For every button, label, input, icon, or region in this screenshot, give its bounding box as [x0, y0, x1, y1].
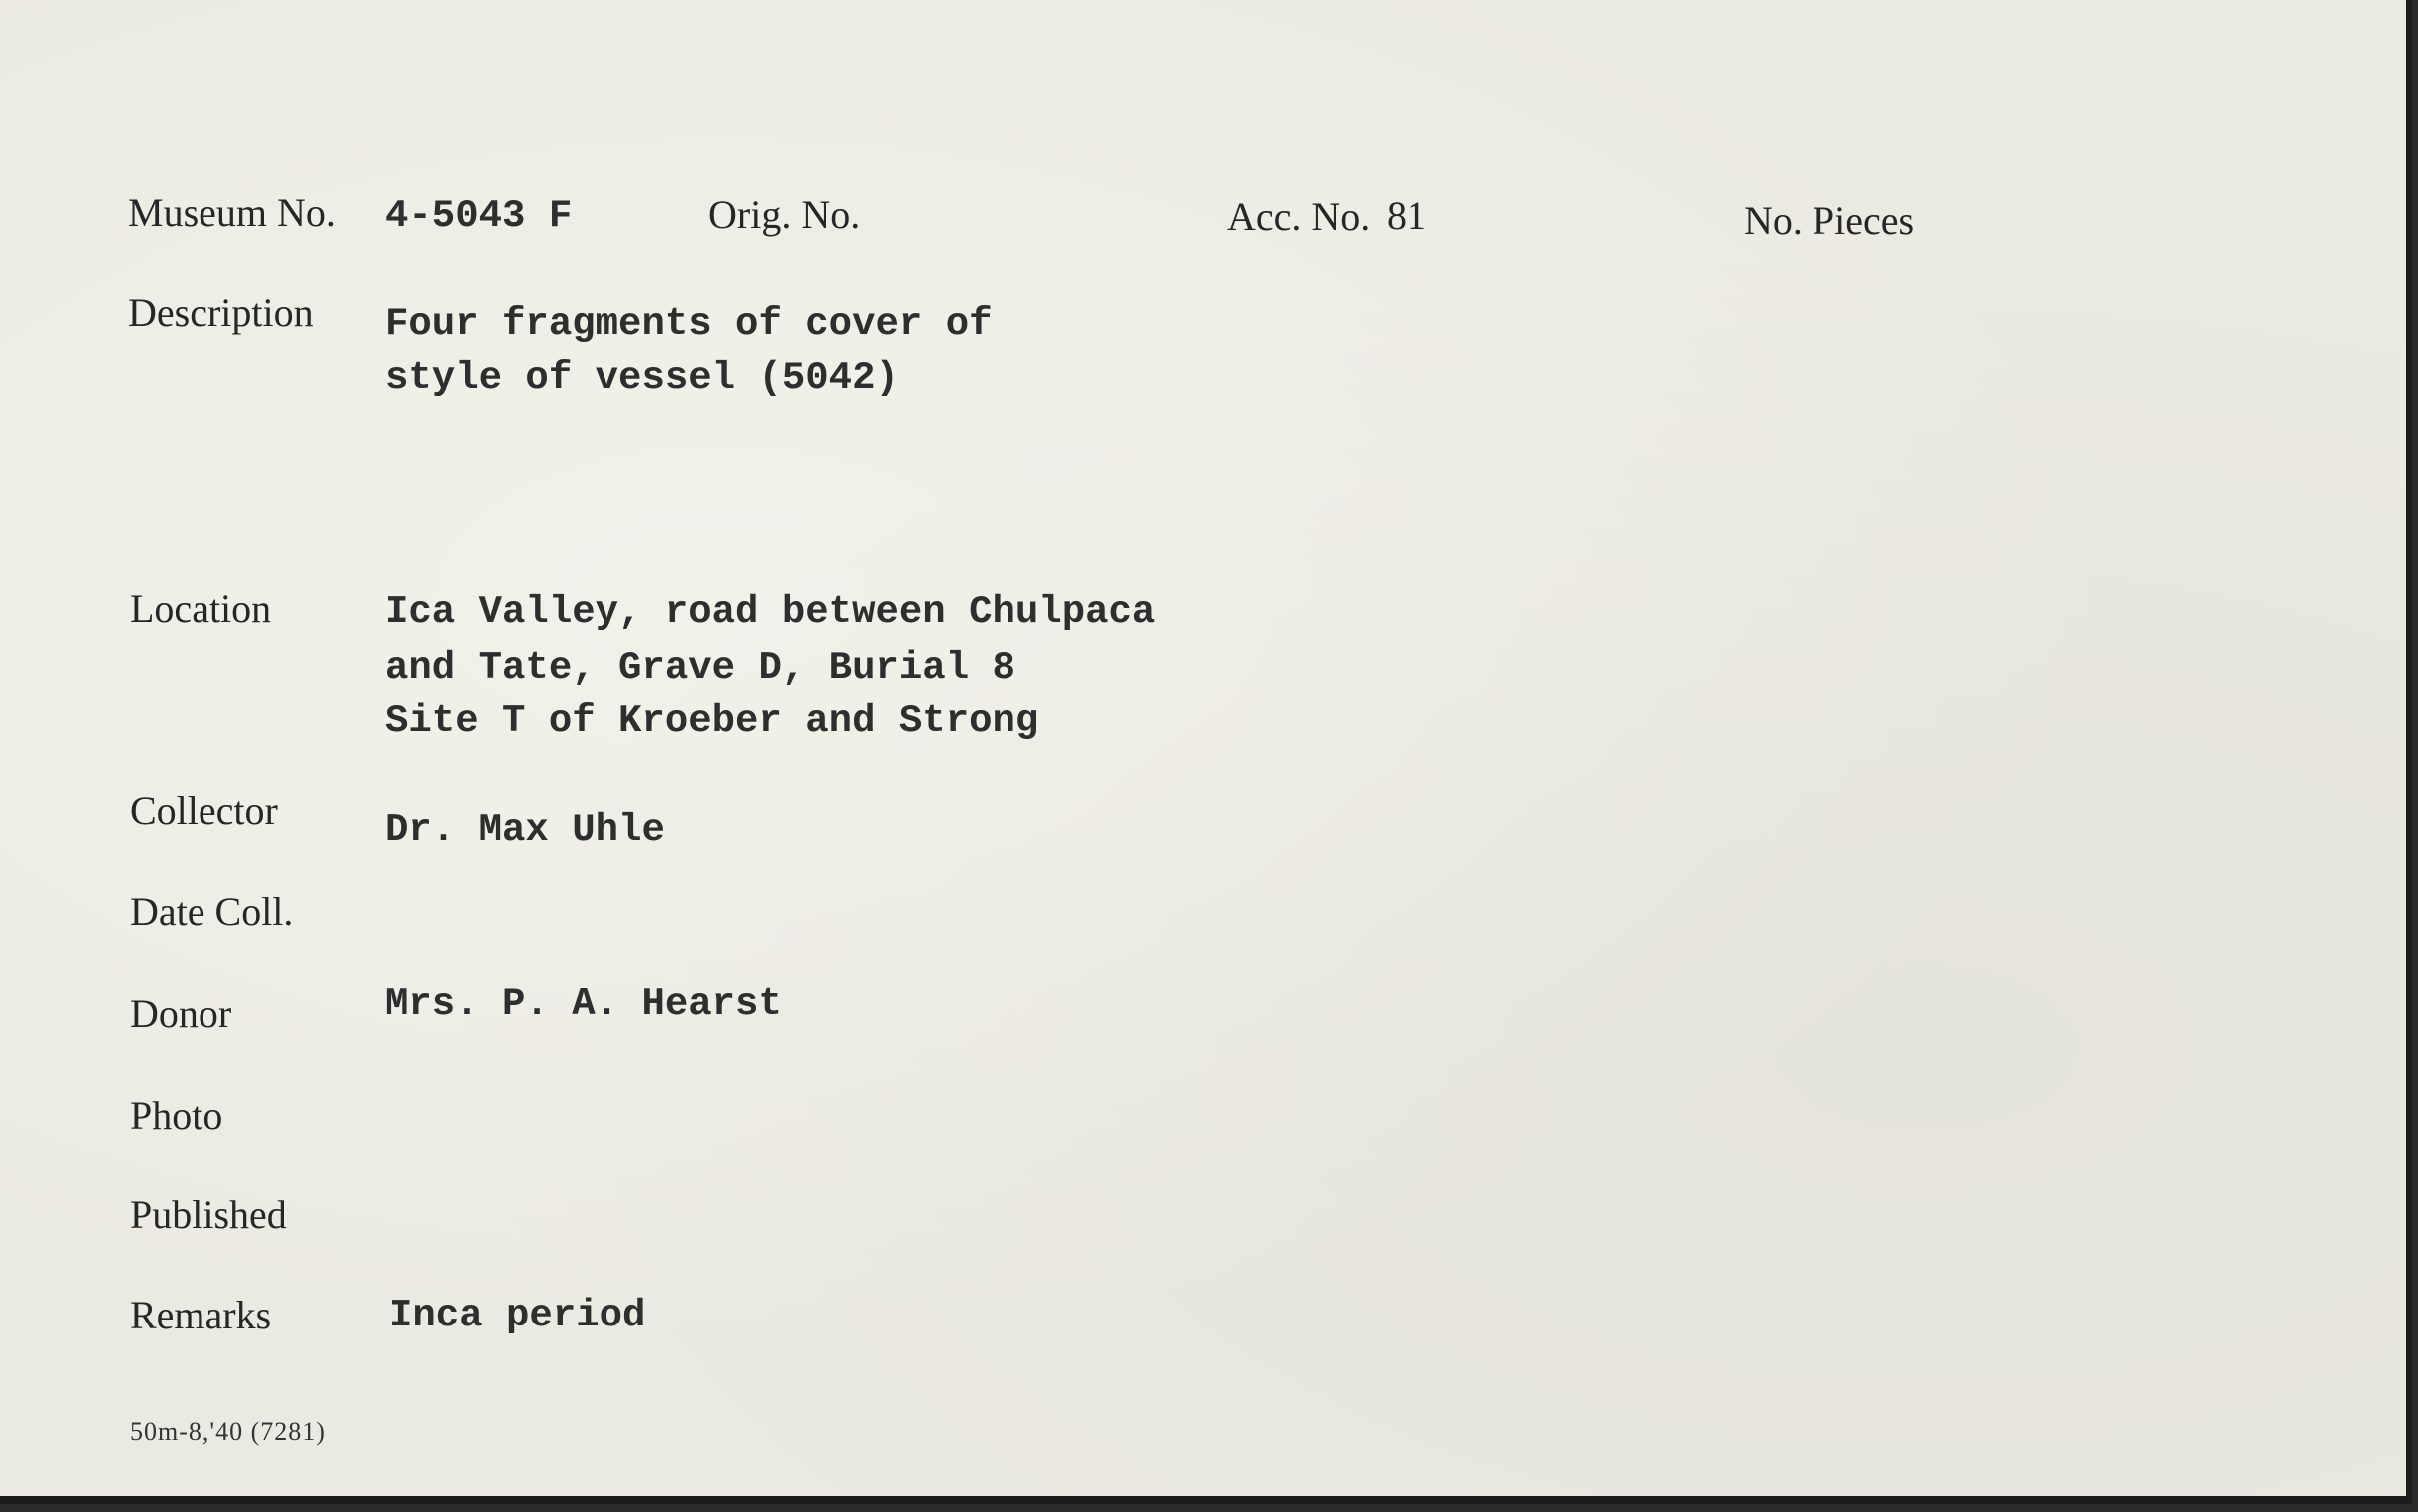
location-label: Location — [130, 586, 272, 631]
location-line-1: Ica Valley, road between Chulpaca — [385, 590, 1156, 634]
donor-value: Mrs. P. A. Hearst — [385, 982, 782, 1026]
collector-label: Collector — [130, 788, 278, 833]
description-line-2: style of vessel (5042) — [385, 356, 899, 400]
description-label: Description — [128, 290, 314, 335]
collector-value: Dr. Max Uhle — [385, 808, 665, 852]
museum-no-value: 4-5043 F — [385, 194, 573, 238]
acc-no-label: Acc. No. — [1227, 194, 1371, 239]
photo-label: Photo — [130, 1093, 223, 1138]
location-line-2: and Tate, Grave D, Burial 8 — [385, 646, 1015, 690]
date-coll-label: Date Coll. — [130, 889, 294, 934]
donor-label: Donor — [130, 991, 232, 1036]
remarks-label: Remarks — [130, 1293, 272, 1337]
remarks-value: Inca period — [389, 1294, 646, 1337]
location-line-3: Site T of Kroeber and Strong — [385, 699, 1039, 743]
museum-no-label: Museum No. — [128, 190, 336, 235]
published-label: Published — [130, 1192, 287, 1237]
no-pieces-label: No. Pieces — [1744, 198, 1915, 243]
orig-no-label: Orig. No. — [708, 192, 861, 237]
print-code: 50m-8,'40 (7281) — [130, 1417, 326, 1446]
description-line-1: Four fragments of cover of — [385, 302, 993, 346]
acc-no-value: 81 — [1387, 193, 1426, 238]
